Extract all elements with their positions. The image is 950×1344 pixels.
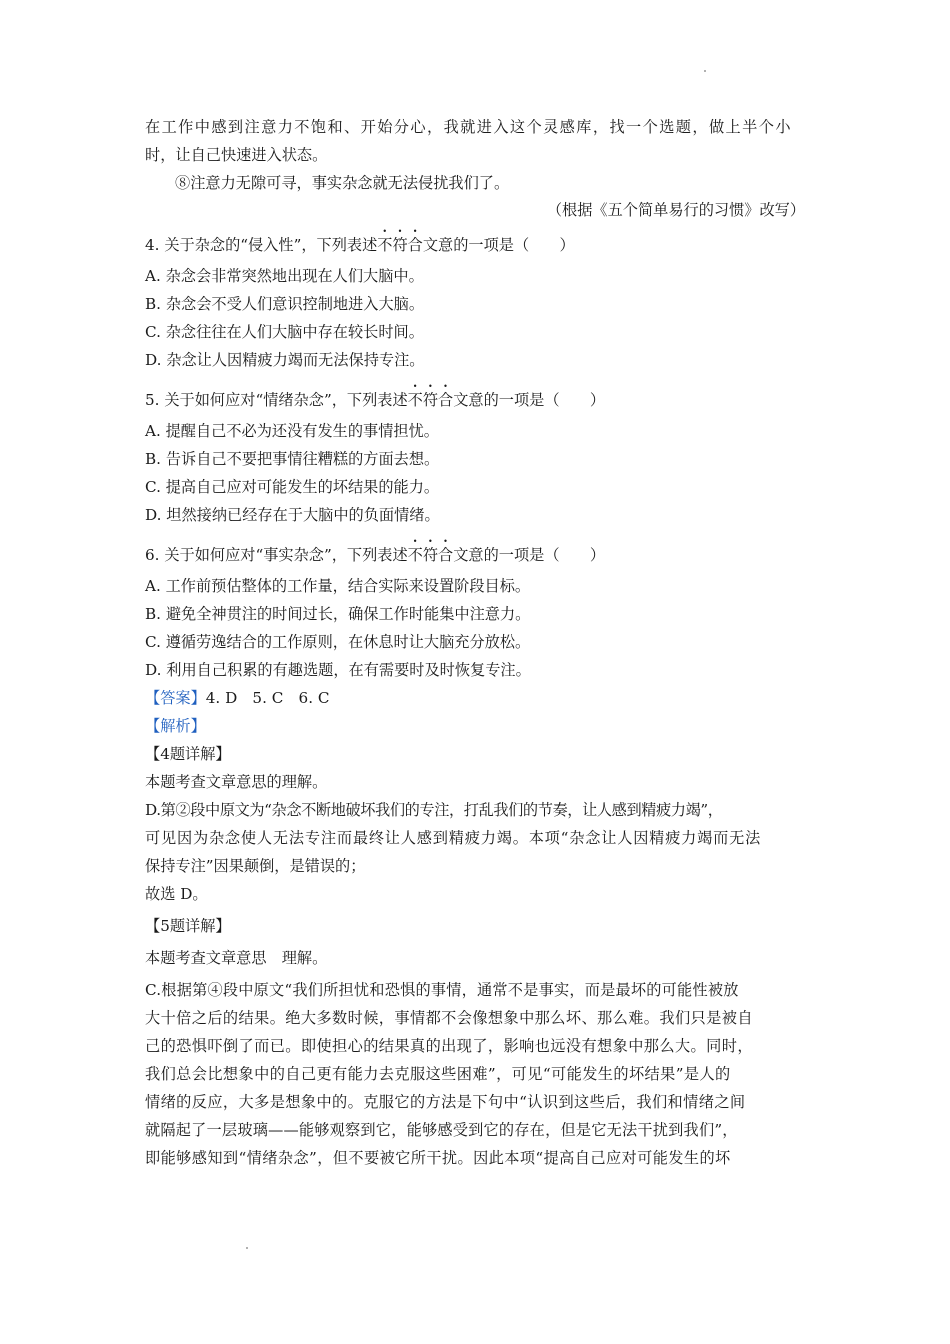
q5-detail-line: 我们总会比想象中的自己更有能力去克服这些困难”，可见“可能发生的坏结果”是人的 xyxy=(145,1065,731,1083)
source-citation: （根据《五个简单易行的习惯》改写） xyxy=(546,201,805,219)
emphasis-text: 不符合 xyxy=(407,546,454,564)
q5-detail-line: C.根据第④段中原文“我们所担忧和恐惧的事情，通常不是事实，而是最坏的可能性被放 xyxy=(145,981,739,999)
q5-detail-line: 就隔起了一层玻璃——能够观察到它，能够感受到它的存在，但是它无法干扰到我们”， xyxy=(145,1121,738,1139)
q5-detail-line: 本题考查文章意思 理解。 xyxy=(145,949,328,967)
emphasis-text: 不符合 xyxy=(377,236,423,254)
answer-label: 【答案】 xyxy=(145,689,206,707)
answer-line xyxy=(145,684,805,712)
q4-detail-line: 可见因为杂念使人无法专注而最终让人感到精疲力竭。本项“杂念让人因精疲力竭而无法 xyxy=(145,829,762,847)
option-a: A. 杂念会非常突然地出现在人们大脑中。 xyxy=(145,267,424,285)
option-a: A. 提醒自己不必为还没有发生的事情担忧。 xyxy=(145,422,439,440)
option-b: B. 杂念会不受人们意识控制地进入大脑。 xyxy=(145,295,425,313)
question-4-stem: 4. 关于杂念的“侵入性”，下列表述不符合文意的一项是（ ） xyxy=(145,236,575,254)
analysis-label: 【解析】 xyxy=(145,717,206,735)
q4-detail-header: 【4题详解】 xyxy=(145,745,231,763)
option-d: D. 利用自己积累的有趣选题，在有需要时及时恢复专注。 xyxy=(145,661,531,679)
option-c: C. 提高自己应对可能发生的坏结果的能力。 xyxy=(145,478,440,496)
q4-detail-line: 保持专注”因果颠倒，是错误的； xyxy=(145,857,366,875)
option-c: C. 杂念往往在人们大脑中存在较长时间。 xyxy=(145,323,424,341)
q5-detail-line: 己的恐惧吓倒了而已。即使担心的结果真的出现了，影响也远没有想象中那么大。同时， xyxy=(145,1037,753,1055)
question-5-stem: 5. 关于如何应对“情绪杂念”，下列表述不符合文意的一项是（ ） xyxy=(145,391,606,409)
emphasis-text: 不符合 xyxy=(407,391,454,409)
q5-detail-line: 情绪的反应，大多是想象中的。克服它的方法是下句中“认识到这些后，我们和情绪之间 xyxy=(145,1093,746,1111)
option-d: D. 杂念让人因精疲力竭而无法保持专注。 xyxy=(145,351,425,369)
passage-line: 在工作中感到注意力不饱和、开始分心，我就进入这个灵感库，找一个选题，做上半个小 xyxy=(145,118,792,136)
question-6-stem: 6. 关于如何应对“事实杂念”，下列表述不符合文意的一项是（ ） xyxy=(145,546,606,564)
q5-detail-line: 即能够感知到“情绪杂念”，但不要被它所干扰。因此本项“提高自己应对可能发生的坏 xyxy=(145,1149,731,1167)
q4-detail-line: D.第②段中原文为“杂念不断地破坏我们的专注，打乱我们的节奏，让人感到精疲力竭”， xyxy=(145,801,723,819)
option-a: A. 工作前预估整体的工作量，结合实际来设置阶段目标。 xyxy=(145,577,531,595)
option-d: D. 坦然接纳已经存在于大脑中的负面情绪。 xyxy=(145,506,440,524)
corner-mark-bottom xyxy=(246,1247,248,1249)
option-c: C. 遵循劳逸结合的工作原则，在休息时让大脑充分放松。 xyxy=(145,633,531,651)
q5-detail-line: 大十倍之后的结果。绝大多数时候，事情都不会像想象中那么坏、那么难。我们只是被自 xyxy=(145,1009,753,1027)
q4-detail-line: 故选 D。 xyxy=(145,885,208,903)
document-page xyxy=(145,113,805,1172)
answer-text: 4. D 5. C 6. C xyxy=(205,689,330,707)
q4-detail-line: 本题考查文章意思的理解。 xyxy=(145,773,328,791)
option-b: B. 告诉自己不要把事情往糟糕的方面去想。 xyxy=(145,450,440,468)
passage-line: 时，让自己快速进入状态。 xyxy=(145,146,328,164)
corner-mark-top xyxy=(704,70,706,72)
option-b: B. 避免全神贯注的时间过长，确保工作时能集中注意力。 xyxy=(145,605,531,623)
passage-paragraph-8: ⑧注意力无隙可寻，事实杂念就无法侵扰我们了。 xyxy=(175,174,510,192)
q5-detail-header: 【5题详解】 xyxy=(145,917,231,935)
